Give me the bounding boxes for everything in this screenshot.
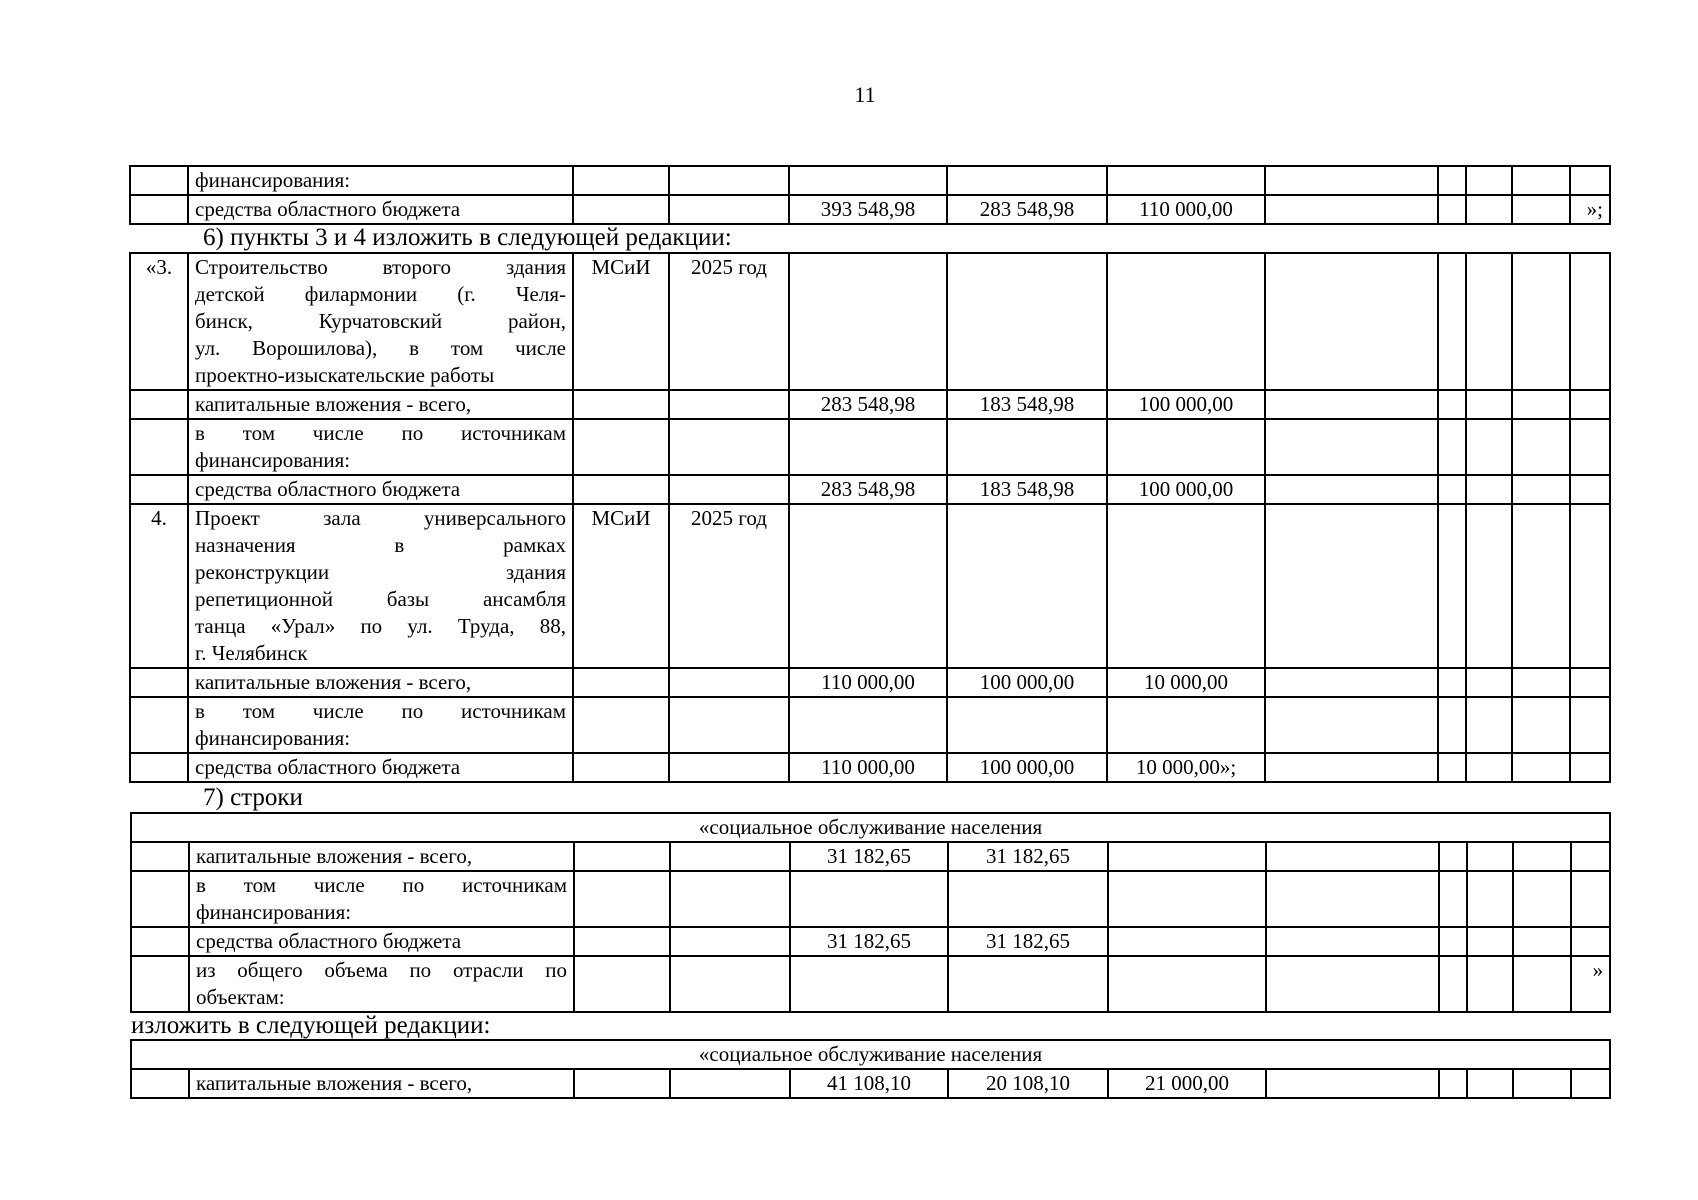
table-row — [130, 390, 1610, 419]
row-label: средства областного бюджета — [189, 927, 574, 956]
amount-total: 393 548,98 — [789, 195, 947, 224]
table-row — [131, 927, 1610, 956]
section-row — [131, 1040, 1610, 1069]
table-row — [130, 195, 1610, 224]
table-rows-new — [130, 1039, 1611, 1099]
item-name: Строительство второго здания детской филармонии (г. Челя- бинск, Курчатовский район, ул. Ворошилова), в том числе проектно-изыскательские работы — [188, 253, 573, 390]
amount-2025: 21 000,00 — [1108, 1069, 1266, 1098]
amount-total: 283 548,98 — [789, 390, 947, 419]
heading-item-7: 7) строки — [203, 784, 303, 811]
item-name: Проект зала универсального назначения в рамках реконструкции здания репетиционной базы ансамбля танца «Урал» по ул. Труда, 88, г. Челябинск — [188, 504, 573, 668]
row-label: в том числе по источникам финансирования: — [188, 419, 573, 475]
amount-2025: 10 000,00 — [1107, 668, 1265, 697]
table-row — [131, 956, 1610, 1012]
amount-2025: 100 000,00 — [1107, 390, 1265, 419]
year: 2025 год — [669, 504, 789, 668]
table-row — [130, 504, 1610, 668]
heading-item-6: 6) пункты 3 и 4 изложить в следующей редакции: — [203, 224, 732, 251]
amount-total: 41 108,10 — [790, 1069, 948, 1098]
section-title: «социальное обслуживание населения — [131, 1040, 1610, 1069]
item-number: «3. — [130, 253, 188, 390]
row-label: финансирования: — [188, 166, 573, 195]
amount-2024: 20 108,10 — [948, 1069, 1108, 1098]
amount-total: 110 000,00 — [789, 753, 947, 782]
table-row — [131, 1069, 1610, 1098]
amount-2024: 31 182,65 — [948, 842, 1108, 871]
table-row — [130, 253, 1610, 390]
row-label: средства областного бюджета — [188, 475, 573, 504]
amount-2024: 100 000,00 — [947, 753, 1107, 782]
table-rows-old — [130, 812, 1611, 1013]
table-row — [130, 475, 1610, 504]
row-label: в том числе по источникам финансирования: — [188, 697, 573, 753]
amount-2024: 183 548,98 — [947, 390, 1107, 419]
row-label: из общего объема по отрасли по объектам: — [189, 956, 574, 1012]
responsible-org: МСиИ — [573, 504, 669, 668]
row-label: капитальные вложения - всего, — [189, 842, 574, 871]
heading-new-edition: изложить в следующей редакции: — [131, 1012, 491, 1039]
amount-total: 110 000,00 — [789, 668, 947, 697]
amount-2024: 183 548,98 — [947, 475, 1107, 504]
row-label: средства областного бюджета — [188, 195, 573, 224]
page-number: 11 — [854, 82, 876, 107]
table-row — [131, 871, 1610, 927]
closing-quote: » — [1571, 956, 1610, 1012]
amount-2024: 100 000,00 — [947, 668, 1107, 697]
table-row — [131, 842, 1610, 871]
row-label: средства областного бюджета — [188, 753, 573, 782]
table-items-3-4 — [129, 252, 1611, 783]
table-row — [130, 753, 1610, 782]
item-number: 4. — [130, 504, 188, 668]
table-row — [130, 697, 1610, 753]
year: 2025 год — [669, 253, 789, 390]
section-title: «социальное обслуживание населения — [131, 813, 1610, 842]
table-row — [130, 419, 1610, 475]
amount-2024: 283 548,98 — [947, 195, 1107, 224]
row-label: капитальные вложения - всего, — [188, 668, 573, 697]
table-row — [130, 166, 1610, 195]
amount-total: 31 182,65 — [790, 927, 948, 956]
amount-2025: 100 000,00 — [1107, 475, 1265, 504]
responsible-org: МСиИ — [573, 253, 669, 390]
amount-2025: 110 000,00 — [1107, 195, 1265, 224]
row-label: капитальные вложения - всего, — [188, 390, 573, 419]
amount-2025: 10 000,00»; — [1107, 753, 1265, 782]
table-row — [130, 668, 1610, 697]
table-continuation — [129, 165, 1611, 225]
row-label: капитальные вложения - всего, — [189, 1069, 574, 1098]
row-label: в том числе по источникам финансирования: — [189, 871, 574, 927]
amount-total: 283 548,98 — [789, 475, 947, 504]
amount-2024: 31 182,65 — [948, 927, 1108, 956]
section-row — [131, 813, 1610, 842]
closing-quote: »; — [1570, 195, 1610, 224]
amount-total: 31 182,65 — [790, 842, 948, 871]
